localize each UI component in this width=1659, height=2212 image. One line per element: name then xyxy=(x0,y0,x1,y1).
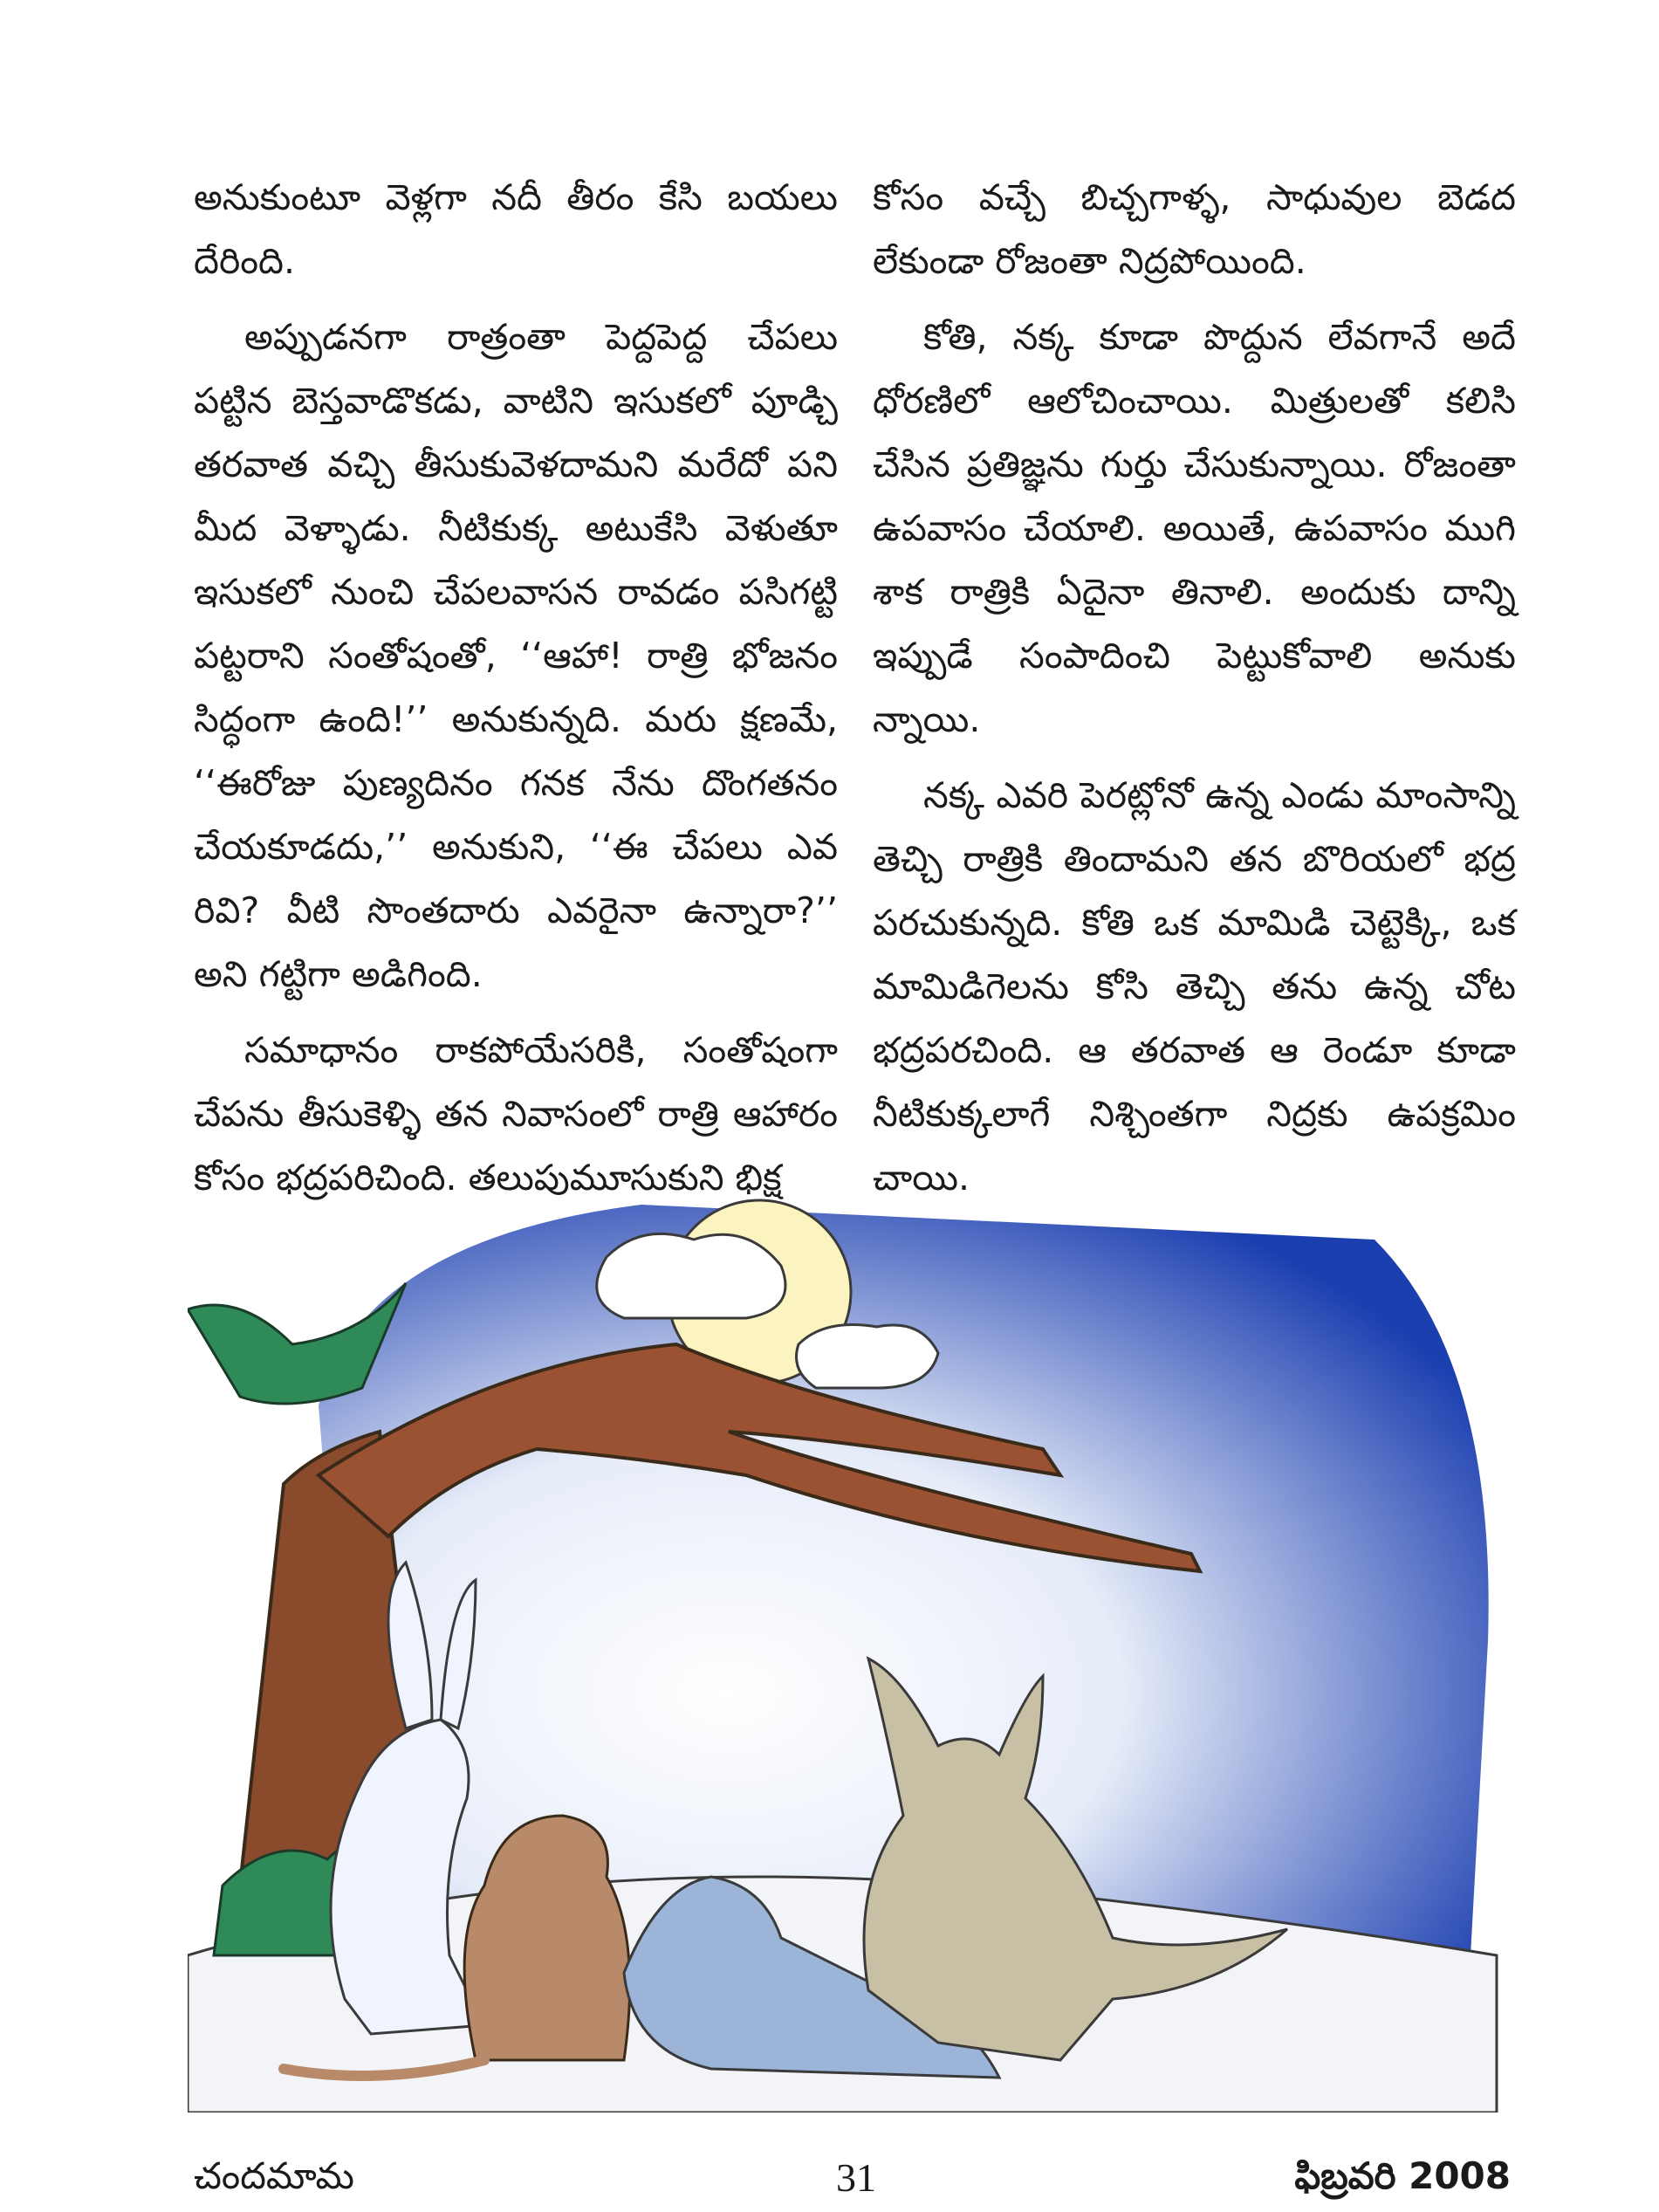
paragraph: కోసం వచ్చే బిచ్చగాళ్ళ, సాధువుల బెడద లేకుండా రోజంతా నిద్రపోయింది. xyxy=(873,176,1516,282)
paragraph: సమాధానం రాకపోయేసరికి, సంతోషంగా చేపను తీసుకెళ్ళి తన నివాసంలో రాత్రి ఆహారం కోసం భద్రపరిచింది. తలుపుమూసుకుని భిక్ష xyxy=(194,1029,838,1199)
right-text-column xyxy=(873,166,1516,1210)
paragraph: కోతి, నక్క కూడా పొద్దున లేవగానే అదే ధోరణిలో ఆలోచించాయి. మిత్రులతో కలిసి చేసిన ప్రతిజ్ఞను గుర్తు చేసుకున్నాయి. రోజంతా ఉపవాసం చేయాలి. అయితే, ఉపవాసం ముగి శాక రాత్రికి ఏదైనా తినాలి. అందుకు దాన్ని ఇప్పుడే సంపాదించి పెట్టుకోవాలి అనుకు న్నాయి. xyxy=(873,316,1516,740)
page-number: 31 xyxy=(836,2155,876,2200)
story-illustration xyxy=(188,1187,1514,2112)
paragraph: అనుకుంటూ వెళ్లగా నదీ తీరం కేసి బయలు దేరింది. xyxy=(194,176,838,282)
paragraph: నక్క ఎవరి పెరట్లోనో ఉన్న ఎండు మాంసాన్ని తెచ్చి రాత్రికి తిందామని తన బొరియలో భద్ర పరచుకున్నది. కోతి ఒక మామిడి చెట్టెక్కి, ఒక మామిడిగెలను కోసి తెచ్చి తను ఉన్న చోట భద్రపరచింది. ఆ తరవాత ఆ రెండూ కూడా నీటికుక్కలాగే నిశ్చింతగా నిద్రకు ఉపక్రమిం చాయి. xyxy=(873,774,1516,1199)
magazine-name: చందమామ xyxy=(194,2154,354,2197)
left-text-column xyxy=(194,166,838,1210)
paragraph: అప్పుడనగా రాత్రంతా పెద్దపెద్ద చేపలు పట్టిన బెస్తవాడొకడు, వాటిని ఇసుకలో పూడ్చి తరవాత వచ్చి తీసుకువెళదామని మరేదో పని మీద వెళ్ళాడు. నీటికుక్క అటుకేసి వెళుతూ ఇసుకలో నుంచి చేపలవాసన రావడం పసిగట్టి పట్టరాని సంతోషంతో, ‘‘ఆహా! రాత్రి భోజనం సిద్ధంగా ఉంది!’’ అనుకున్నది. మరు క్షణమే, ‘‘ఈరోజు పుణ్యదినం గనక నేను దొంగతనం చేయకూడదు,’’ అనుకుని, ‘‘ఈ చేపలు ఎవ రివి? వీటి సొంతదారు ఎవరైనా ఉన్నారా?’’ అని గట్టిగా అడిగింది. xyxy=(194,316,838,995)
issue-date: ఫిబ్రవరి 2008 xyxy=(1294,2154,1511,2197)
